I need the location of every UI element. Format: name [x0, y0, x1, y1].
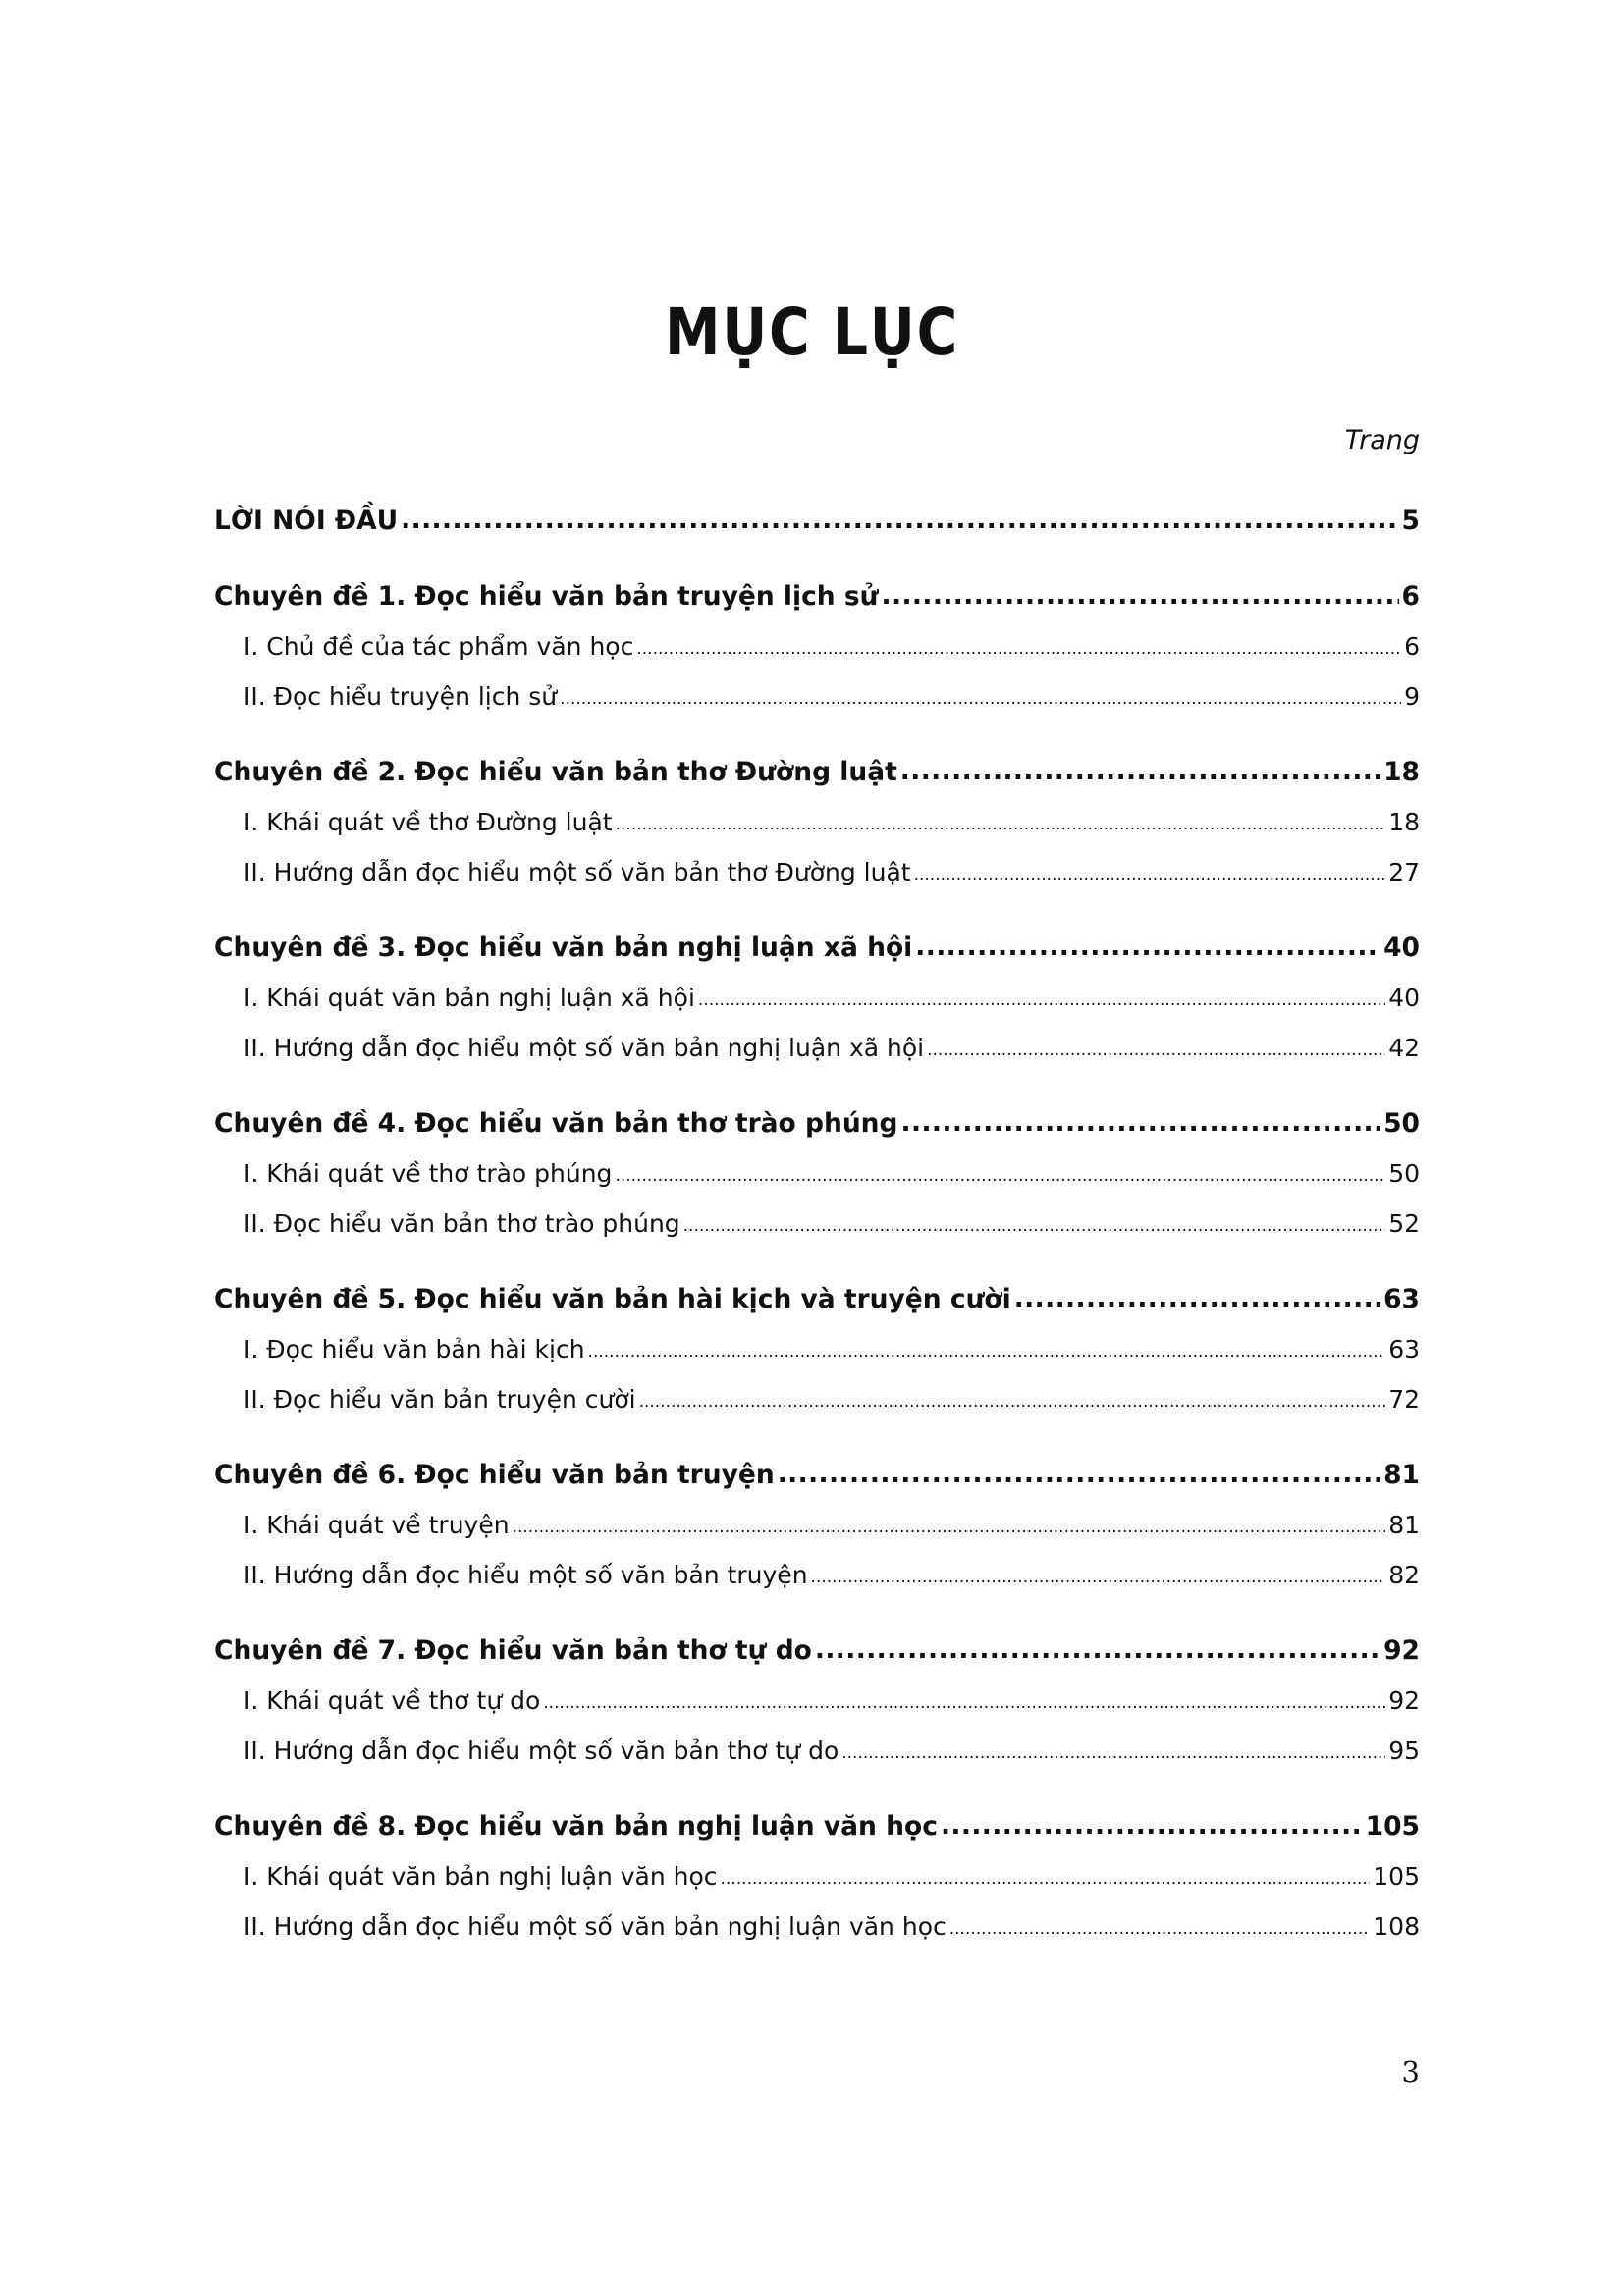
toc-item[interactable]	[214, 973, 1420, 1023]
toc-item[interactable]	[214, 1374, 1420, 1424]
dot-leader	[513, 1503, 1386, 1553]
dot-leader	[815, 1625, 1380, 1675]
dot-leader	[639, 1377, 1386, 1427]
toc-item[interactable]	[214, 671, 1420, 721]
toc-chapter-page: 50	[1383, 1108, 1420, 1139]
dot-leader	[401, 495, 1398, 545]
toc-item-page: 18	[1388, 808, 1420, 836]
toc-item[interactable]	[214, 1199, 1420, 1249]
toc-item[interactable]	[214, 1676, 1420, 1726]
dot-leader	[914, 850, 1386, 900]
dot-leader	[811, 1553, 1386, 1603]
toc-item-page: 63	[1388, 1335, 1420, 1363]
toc-item-label: II. Hướng dẫn đọc hiểu một số văn bản nghị luận xã hội	[244, 1034, 925, 1062]
toc-chapter-label: Chuyên đề 4. Đọc hiểu văn bản thơ trào phúng	[214, 1108, 898, 1139]
toc-item-page: 72	[1388, 1385, 1420, 1414]
section-gap	[214, 1249, 1420, 1274]
dot-leader	[616, 800, 1386, 850]
toc-item[interactable]	[214, 1550, 1420, 1600]
toc-entry-label: LỜI NÓI ĐẦU	[214, 506, 399, 536]
toc-item[interactable]	[214, 1023, 1420, 1073]
dot-leader	[901, 1097, 1381, 1148]
toc-chapter-label: Chuyên đề 7. Đọc hiểu văn bản thơ tự do	[214, 1635, 812, 1666]
toc-chapter-page: 105	[1365, 1811, 1420, 1842]
toc-chapter-label: Chuyên đề 1. Đọc hiểu văn bản truyện lịch sử	[214, 581, 879, 612]
toc-item-page: 105	[1373, 1862, 1420, 1891]
dot-leader	[698, 976, 1385, 1026]
toc-chapter-label: Chuyên đề 6. Đọc hiểu văn bản truyện	[214, 1460, 775, 1490]
toc-item-label: I. Đọc hiểu văn bản hài kịch	[244, 1335, 585, 1363]
dot-leader	[778, 1449, 1380, 1499]
toc-item-page: 40	[1388, 984, 1420, 1012]
toc-chapter-label: Chuyên đề 5. Đọc hiểu văn bản hài kịch và truyện cười	[214, 1284, 1011, 1314]
toc-chapter-label: Chuyên đề 8. Đọc hiểu văn bản nghị luận văn học	[214, 1811, 938, 1842]
toc-item-page: 92	[1388, 1686, 1420, 1715]
toc-chapter-page: 40	[1383, 933, 1420, 963]
toc-chapter-label: Chuyên đề 3. Đọc hiểu văn bản nghị luận xã hội	[214, 933, 913, 963]
dot-leader	[941, 1800, 1363, 1850]
section-gap	[214, 897, 1420, 923]
toc-chapter-page: 6	[1401, 581, 1420, 612]
dot-leader	[927, 1026, 1385, 1076]
page-title: MỤC LỤC	[665, 294, 959, 370]
dot-leader	[915, 922, 1380, 972]
toc-item[interactable]	[214, 847, 1420, 897]
toc-chapter-3[interactable]	[214, 923, 1420, 973]
page-number: 3	[1401, 2056, 1420, 2089]
dot-leader	[683, 1201, 1386, 1252]
dot-leader	[1014, 1273, 1380, 1323]
dot-leader	[949, 1904, 1371, 1954]
toc-item-page: 50	[1388, 1159, 1420, 1188]
toc-chapter-1[interactable]	[214, 571, 1420, 621]
toc-chapter-6[interactable]	[214, 1450, 1420, 1500]
toc-item-page: 27	[1388, 858, 1420, 886]
toc-item-label: II. Hướng dẫn đọc hiểu một số văn bản thơ Đường luật	[244, 858, 911, 886]
toc-item-label: I. Khái quát về thơ Đường luật	[244, 808, 613, 836]
toc-item-label: II. Hướng dẫn đọc hiểu một số văn bản truyện	[244, 1561, 808, 1589]
toc-chapter-label: Chuyên đề 2. Đọc hiểu văn bản thơ Đường luật	[214, 757, 897, 787]
toc-item-label: I. Khái quát về thơ trào phúng	[244, 1159, 613, 1188]
table-of-contents	[214, 496, 1420, 1951]
section-gap	[214, 1600, 1420, 1626]
toc-item[interactable]	[214, 1851, 1420, 1901]
toc-chapter-8[interactable]	[214, 1801, 1420, 1851]
toc-item-page: 81	[1388, 1511, 1420, 1539]
toc-chapter-2[interactable]	[214, 747, 1420, 797]
toc-item[interactable]	[214, 621, 1420, 671]
toc-item-page: 108	[1373, 1912, 1420, 1941]
dot-leader	[900, 746, 1380, 796]
toc-item[interactable]	[214, 1324, 1420, 1374]
toc-item[interactable]	[214, 1148, 1420, 1199]
toc-item-label: I. Chủ đề của tác phẩm văn học	[244, 632, 634, 661]
toc-item-page: 6	[1404, 632, 1420, 661]
toc-item-label: II. Hướng dẫn đọc hiểu một số văn bản nghị luận văn học	[244, 1912, 947, 1941]
toc-chapter-4[interactable]	[214, 1098, 1420, 1148]
toc-chapter-5[interactable]	[214, 1274, 1420, 1324]
toc-item-label: II. Hướng dẫn đọc hiểu một số văn bản thơ tự do	[244, 1736, 839, 1765]
toc-item-label: I. Khái quát văn bản nghị luận văn học	[244, 1862, 718, 1891]
page-column-label: Trang	[1344, 425, 1420, 455]
dot-leader	[560, 674, 1401, 724]
toc-item-label: I. Khái quát về truyện	[244, 1511, 510, 1539]
toc-item-label: II. Đọc hiểu văn bản truyện cười	[244, 1385, 636, 1414]
toc-item-label: I. Khái quát về thơ tự do	[244, 1686, 541, 1715]
toc-item-label: II. Đọc hiểu truyện lịch sử	[244, 682, 558, 711]
toc-item-page: 95	[1388, 1736, 1420, 1765]
toc-item[interactable]	[214, 1901, 1420, 1951]
toc-chapter-page: 63	[1383, 1284, 1420, 1314]
section-gap	[214, 1776, 1420, 1801]
section-gap	[214, 1073, 1420, 1098]
toc-item-page: 82	[1388, 1561, 1420, 1589]
toc-item-page: 9	[1404, 682, 1420, 711]
toc-item[interactable]	[214, 1726, 1420, 1776]
dot-leader	[882, 570, 1399, 620]
toc-chapter-page: 92	[1383, 1635, 1420, 1666]
toc-entry-page: 5	[1401, 506, 1420, 536]
toc-item-page: 52	[1388, 1209, 1420, 1238]
toc-chapter-page: 18	[1383, 757, 1420, 787]
toc-chapter-page: 81	[1383, 1460, 1420, 1490]
dot-leader	[543, 1679, 1385, 1729]
toc-item[interactable]	[214, 1500, 1420, 1550]
toc-item[interactable]	[214, 797, 1420, 847]
section-gap	[214, 1424, 1420, 1450]
toc-chapter-7[interactable]	[214, 1626, 1420, 1676]
dot-leader	[721, 1854, 1371, 1904]
dot-leader	[841, 1729, 1385, 1779]
dot-leader	[636, 624, 1401, 674]
dot-leader	[588, 1327, 1386, 1377]
section-gap	[214, 721, 1420, 747]
toc-item-label: I. Khái quát văn bản nghị luận xã hội	[244, 984, 695, 1012]
section-gap	[214, 546, 1420, 571]
toc-entry-preface[interactable]	[214, 496, 1420, 546]
toc-item-label: II. Đọc hiểu văn bản thơ trào phúng	[244, 1209, 680, 1238]
dot-leader	[615, 1151, 1385, 1201]
toc-item-page: 42	[1388, 1034, 1420, 1062]
